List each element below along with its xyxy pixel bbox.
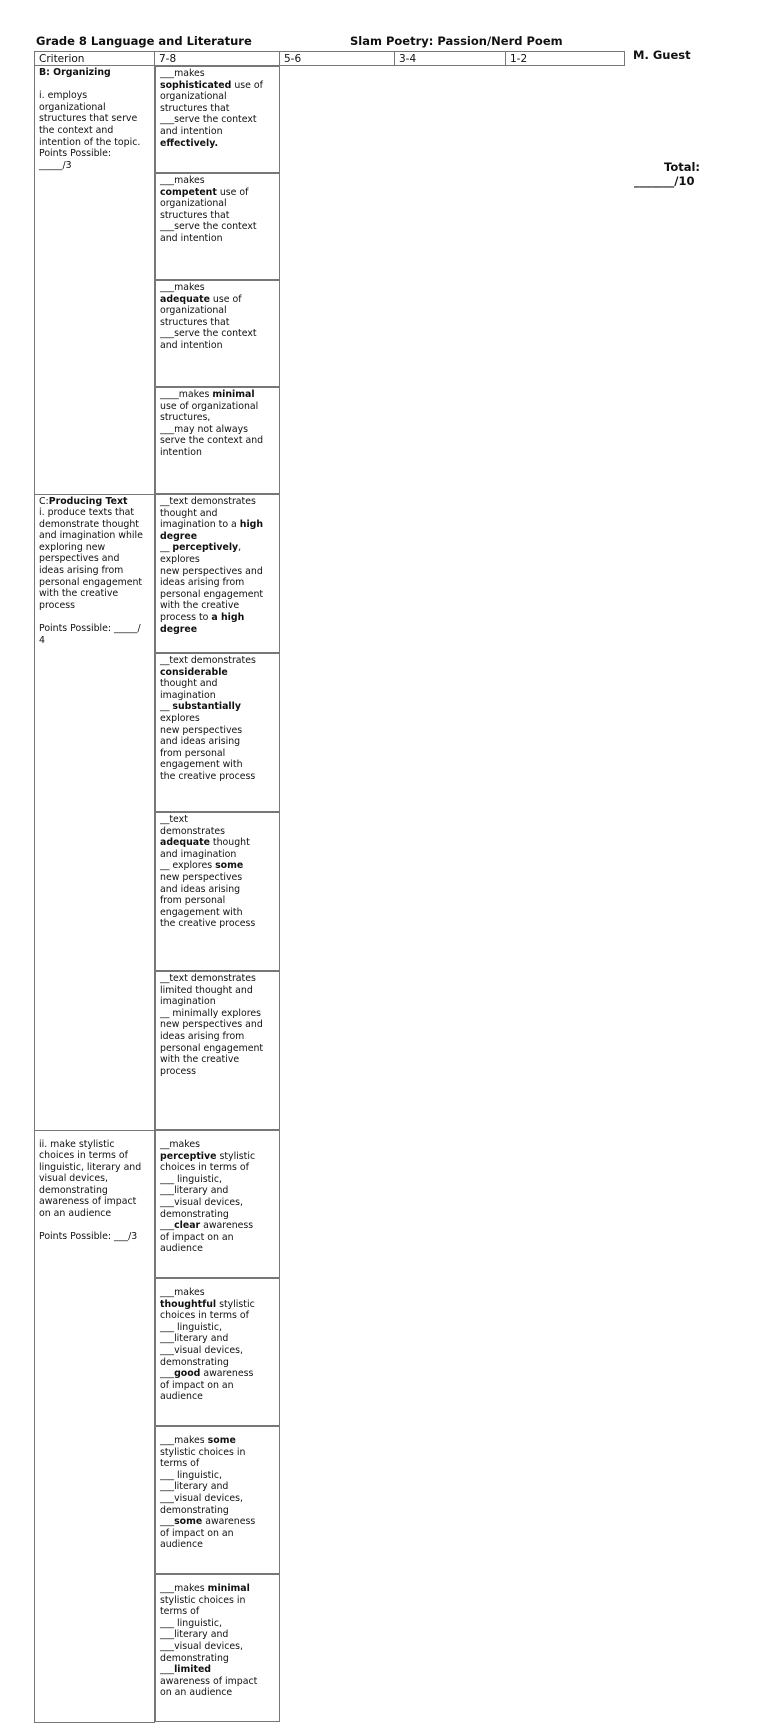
text-line: __ perceptively,	[160, 542, 242, 554]
text-line: demonstrating	[160, 1208, 229, 1220]
text-line: adequate thought	[160, 837, 250, 849]
descriptor-cell-5-6	[155, 173, 280, 280]
text-line: ___serve the context	[160, 221, 257, 233]
text-line: __makes	[160, 1139, 200, 1150]
text-line: ___literary and	[160, 1629, 229, 1641]
text-line: ideas arising from	[160, 1030, 245, 1042]
text-line: perspectives and	[39, 553, 120, 565]
text-line: intention	[160, 446, 202, 458]
text-line: ___serve the context	[160, 114, 257, 126]
text-line: ___visual devices,	[160, 1344, 244, 1356]
text-line: imagination to a high	[160, 519, 264, 531]
text-line: effectively.	[160, 137, 219, 149]
criterion-cell-organizing	[35, 66, 155, 495]
descriptor-cell-5-6	[155, 653, 280, 812]
text-line: ___limited	[160, 1664, 212, 1676]
text-line: the context and	[39, 124, 114, 136]
descriptor-cell-5-6	[155, 1278, 280, 1426]
criterion-prefix: C:	[39, 495, 49, 507]
text-line: engagement with	[160, 759, 243, 771]
text-line: ___ linguistic,	[160, 1173, 222, 1185]
text-line: __ explores some	[160, 860, 244, 872]
text-line: demonstrating	[160, 1652, 229, 1664]
col-header-criterion: Criterion	[35, 52, 155, 66]
text-line: choices in terms of	[39, 1150, 128, 1162]
text-line: structures that	[160, 209, 230, 221]
text-line: ___makes	[160, 1287, 205, 1298]
text-line: intention of the topic.	[39, 136, 141, 148]
text-line: of impact on an	[160, 1231, 234, 1243]
text-line: __text demonstrates	[160, 973, 256, 984]
text-line: ___some awareness	[160, 1516, 256, 1528]
text-line: personal engagement	[160, 588, 264, 600]
text-line: ideas arising from	[160, 577, 245, 589]
rubric-row-organizing	[35, 66, 625, 495]
text-line: the creative process	[160, 918, 256, 930]
text-line: process	[39, 599, 76, 611]
text-line: adequate use of	[160, 293, 242, 305]
text-line: competent use of	[160, 186, 249, 198]
teacher-name: M. Guest	[633, 48, 691, 62]
text-line: organizational	[160, 91, 227, 103]
text-line: visual devices,	[39, 1173, 108, 1185]
points-possible-label: Points Possible:	[39, 148, 112, 160]
descriptor-cell-3-4	[155, 1426, 280, 1574]
text-line: new perspectives	[160, 724, 243, 736]
text-line: degree	[160, 623, 198, 635]
text-line: demonstrates	[160, 825, 226, 837]
total-blank: _______/10	[634, 174, 695, 188]
text-line: ___ linguistic,	[160, 1321, 222, 1333]
text-line: the creative process	[160, 770, 256, 782]
text-line: and imagination while	[39, 530, 143, 542]
text-line: terms of	[160, 1458, 200, 1470]
text-line: awareness of impact	[39, 1196, 137, 1208]
text-line: terms of	[160, 1606, 200, 1618]
text-line: linguistic, literary and	[39, 1161, 142, 1173]
descriptor-cell-1-2	[155, 387, 280, 494]
rubric-row-producing-text	[35, 494, 625, 1130]
text-line: __ substantially	[160, 701, 241, 713]
text-line: demonstrating	[160, 1504, 229, 1516]
text-line: structures that serve	[39, 113, 138, 125]
text-line: degree	[160, 530, 198, 542]
course-title: Grade 8 Language and Literature	[36, 34, 252, 48]
points-possible-max: 4	[39, 634, 45, 646]
text-line: thought and	[160, 507, 218, 519]
points-possible-label: Points Possible: ___/3	[39, 1231, 138, 1243]
text-line: ___literary and	[160, 1333, 229, 1345]
text-line: ___ linguistic,	[160, 1469, 222, 1481]
text-line: perceptive stylistic	[160, 1150, 256, 1162]
descriptor-cell-7-8	[155, 1130, 280, 1278]
text-line: exploring new	[39, 541, 106, 553]
text-line: structures that	[160, 102, 230, 114]
rubric-row-stylistic-choices	[35, 1130, 625, 1722]
text-line: with the creative	[39, 588, 119, 600]
text-line: ___makes	[160, 68, 205, 79]
text-line: structures that	[160, 316, 230, 328]
text-line: on an audience	[160, 1687, 233, 1699]
descriptor-cell-7-8	[155, 494, 280, 653]
descriptor-cell-3-4	[155, 280, 280, 387]
col-header-7-8: 7-8	[155, 52, 280, 66]
text-line: ___literary and	[160, 1481, 229, 1493]
text-line: ideas arising from	[39, 565, 124, 577]
text-line: and ideas arising	[160, 883, 241, 895]
criterion-cell-stylistic	[35, 1130, 155, 1722]
total-label: Total:	[664, 160, 701, 174]
rubric-table	[34, 51, 625, 1723]
text-line: ii. make stylistic	[39, 1138, 115, 1150]
text-line: ___ linguistic,	[160, 1617, 222, 1629]
text-line: structures,	[160, 412, 211, 424]
text-line: ___makes	[160, 282, 205, 293]
text-line: awareness of impact	[160, 1675, 258, 1687]
descriptor-cell-3-4	[155, 812, 280, 971]
text-line: audience	[160, 1243, 203, 1255]
text-line: __text demonstrates	[160, 655, 256, 666]
col-header-5-6: 5-6	[280, 52, 395, 66]
criterion-description	[39, 1139, 150, 1220]
text-line: engagement with	[160, 906, 243, 918]
text-line: with the creative	[160, 1054, 240, 1066]
text-line: of impact on an	[160, 1379, 234, 1391]
assignment-title: Slam Poetry: Passion/Nerd Poem	[350, 34, 563, 48]
text-line: and imagination	[160, 848, 237, 860]
descriptor-cell-1-2	[155, 1574, 280, 1722]
text-line: audience	[160, 1391, 203, 1403]
text-line: sophisticated use of	[160, 79, 263, 91]
text-line: and ideas arising	[160, 736, 241, 748]
criterion-title: B: Organizing	[39, 67, 111, 78]
text-line: use of organizational	[160, 400, 259, 412]
text-line: ___may not always	[160, 423, 248, 435]
text-line: organizational	[160, 198, 227, 210]
criterion-title-text: Producing Text	[48, 495, 128, 507]
text-line: on an audience	[39, 1208, 112, 1220]
criterion-description	[39, 507, 150, 611]
text-line: ___visual devices,	[160, 1492, 244, 1504]
text-line: i. produce texts that	[39, 507, 135, 519]
text-line: and intention	[160, 339, 223, 351]
text-line: serve the context and	[160, 435, 264, 447]
text-line: ___serve the context	[160, 328, 257, 340]
text-line: thought and	[160, 678, 218, 690]
text-line: ___makes minimal	[160, 1583, 250, 1594]
text-line: choices in terms of	[160, 1310, 249, 1322]
text-line: process	[160, 1065, 197, 1077]
criterion-title	[39, 496, 150, 508]
criterion-description	[39, 90, 150, 148]
text-line: ___visual devices,	[160, 1196, 244, 1208]
text-line: choices in terms of	[160, 1162, 249, 1174]
text-line: demonstrating	[39, 1184, 108, 1196]
text-line: process to a high	[160, 611, 245, 623]
descriptor-cell-1-2	[155, 971, 280, 1130]
text-line: ___visual devices,	[160, 1640, 244, 1652]
criterion-cell-producing-text	[35, 494, 155, 1130]
points-possible-blank: _____/3	[39, 159, 72, 171]
text-line: demonstrate thought	[39, 518, 139, 530]
text-line: ___makes some	[160, 1435, 236, 1446]
text-line: and intention	[160, 232, 223, 244]
text-line: __text demonstrates	[160, 496, 256, 507]
text-line: limited thought and	[160, 984, 253, 996]
text-line: new perspectives and	[160, 565, 263, 577]
text-line: demonstrating	[160, 1356, 229, 1368]
rubric-header-row	[35, 52, 625, 66]
text-line: ___clear awareness	[160, 1220, 254, 1232]
text-line: personal engagement	[39, 576, 143, 588]
text-line: personal engagement	[160, 1042, 264, 1054]
col-header-3-4: 3-4	[395, 52, 506, 66]
text-line: explores	[160, 712, 200, 724]
text-line: new perspectives and	[160, 1019, 263, 1031]
text-line: i. employs	[39, 90, 88, 102]
total-score	[634, 160, 704, 188]
text-line: considerable	[160, 666, 228, 678]
text-line: __ minimally explores	[160, 1007, 261, 1019]
text-line: of impact on an	[160, 1527, 234, 1539]
text-line: thoughtful stylistic	[160, 1298, 255, 1310]
text-line: ___makes	[160, 175, 205, 186]
text-line: ____makes minimal	[160, 389, 255, 400]
text-line: stylistic choices in	[160, 1446, 246, 1458]
text-line: ___literary and	[160, 1185, 229, 1197]
descriptor-cell-7-8	[155, 66, 280, 173]
text-line: organizational	[160, 305, 227, 317]
text-line: organizational	[39, 101, 106, 113]
text-line: with the creative	[160, 600, 240, 612]
text-line: __text	[160, 814, 188, 825]
text-line: from personal	[160, 895, 226, 907]
text-line: new perspectives	[160, 871, 243, 883]
text-line: from personal	[160, 747, 226, 759]
text-line: imagination	[160, 996, 216, 1008]
text-line: ___good awareness	[160, 1368, 254, 1380]
text-line: imagination	[160, 689, 216, 701]
text-line: audience	[160, 1539, 203, 1551]
points-possible-label: Points Possible: _____/	[39, 623, 141, 635]
text-line: stylistic choices in	[160, 1594, 246, 1606]
text-line: explores	[160, 553, 200, 565]
col-header-1-2: 1-2	[506, 52, 625, 66]
text-line: and intention	[160, 125, 223, 137]
